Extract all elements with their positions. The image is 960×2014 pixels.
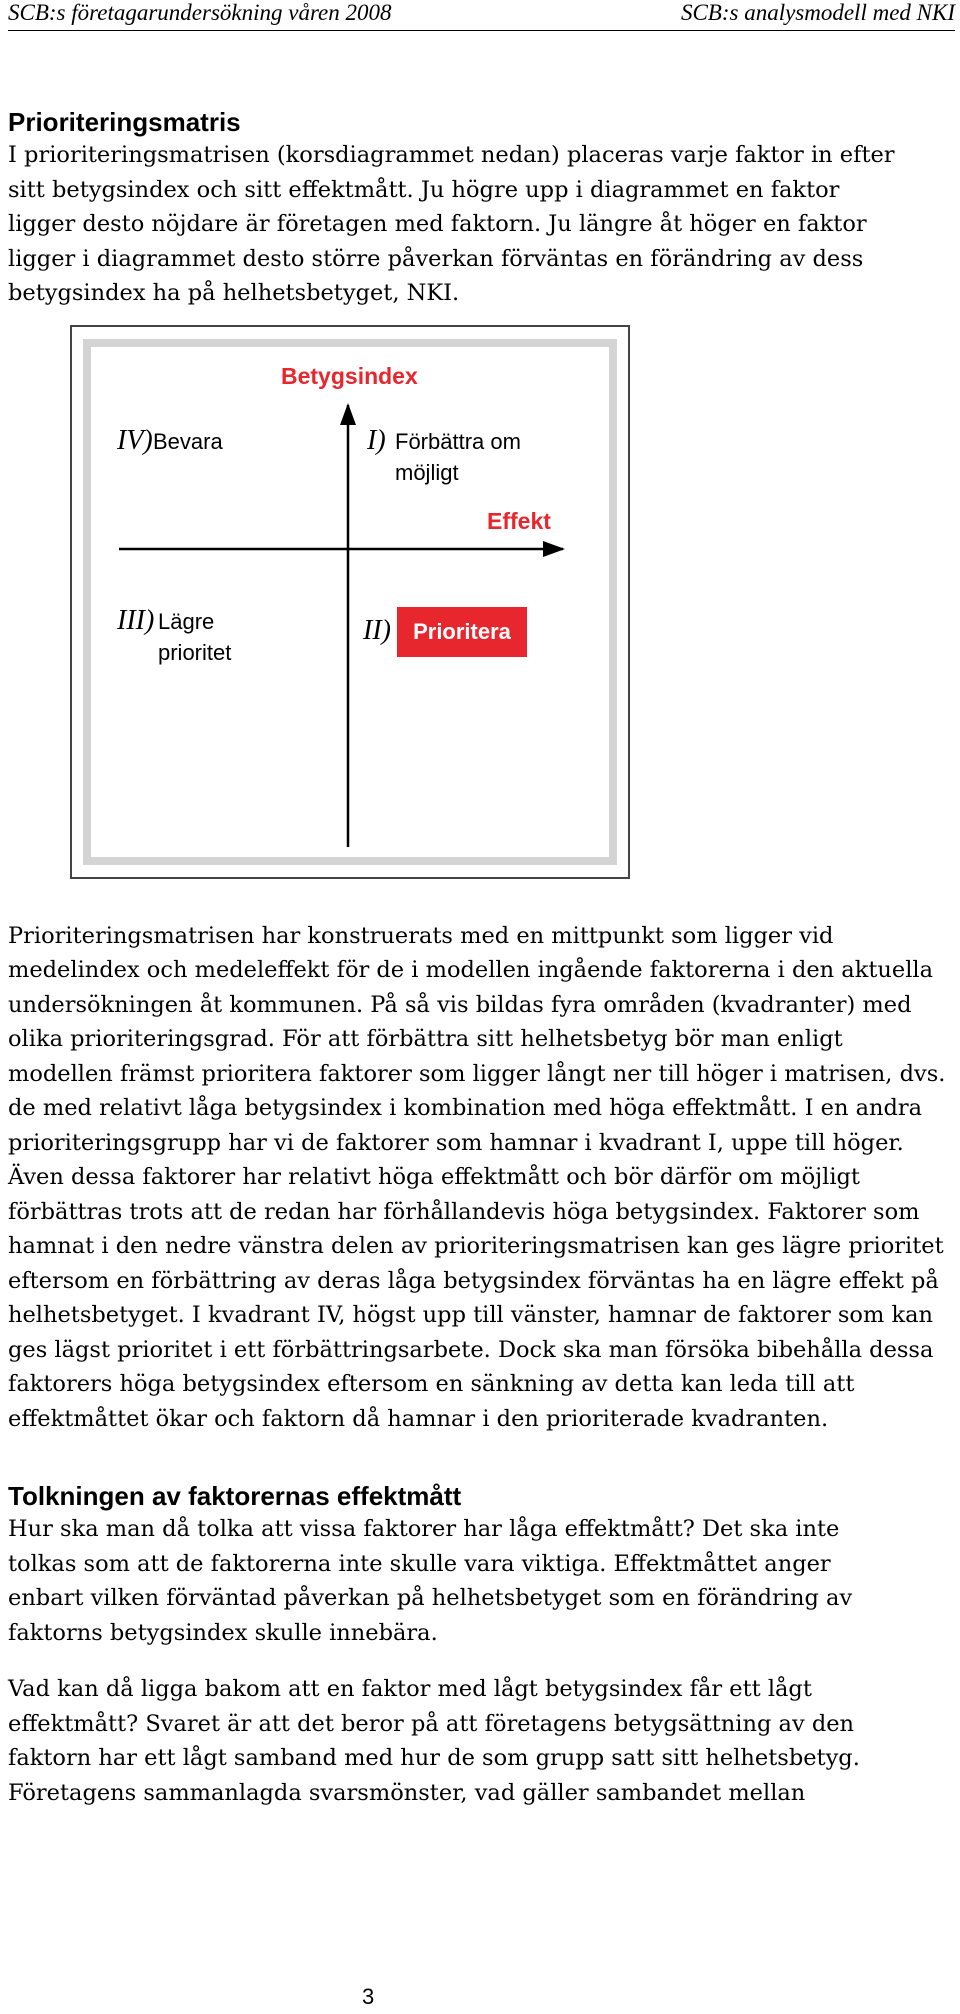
quadrant-2-numeral: II) [363, 614, 391, 646]
effektmatt-paragraph-2: Vad kan då ligga bakom att en faktor med lågt betygsindex får ett lågt effektmått? Svaret är att det beror på att företagens betygsättning av den faktorn har ett lågt samband med hur de som grupp satt sitt helhetsbetyg. Företagens sammanlagda svarsmönster, vad gäller sambandet mellan [8, 1676, 860, 1806]
quadrant-4-numeral: IV) [117, 424, 153, 456]
quadrant-1-label-line1: Förbättra om [395, 428, 521, 454]
y-axis-label: Betygsindex [281, 362, 418, 389]
priority-matrix-figure [70, 325, 630, 879]
x-axis-label: Effekt [487, 507, 551, 534]
quadrant-3-label-line2: prioritet [158, 639, 232, 665]
quadrant-2-label: Prioritera [413, 618, 511, 644]
priority-matrix-frame [83, 339, 617, 865]
header-left-text: SCB:s företagarundersökning våren 2008 [8, 0, 392, 25]
quadrant-1-label-line2: möjligt [395, 459, 459, 485]
x-axis-arrow-icon [543, 541, 565, 557]
page-content [8, 106, 958, 1810]
page-header [8, 0, 955, 31]
quadrant-4-label: Bevara [153, 428, 223, 454]
section-heading-prioriteringsmatris: Prioriteringsmatris [8, 107, 241, 137]
quadrant-1-numeral: I) [367, 424, 386, 456]
quadrant-3-numeral: III) [117, 604, 155, 636]
header-right-text: SCB:s analysmodell med NKI [680, 0, 955, 25]
priority-matrix-diagram [91, 347, 609, 857]
page-number: 3 [362, 1984, 375, 2009]
intro-paragraph: I prioriteringsmatrisen (korsdiagrammet nedan) placeras varje faktor in efter sitt betygsindex och sitt effektmått. Ju högre upp i diagrammet en faktor ligger desto nöjdare är företagen med faktorn. Ju längre åt höger en faktor ligger i diagrammet desto större påverkan förväntas en förändring av dess betygsindex ha på helhetsbetyget, NKI. [8, 142, 895, 306]
effektmatt-paragraph-1: Hur ska man då tolka att vissa faktorer har låga effektmått? Det ska inte tolkas som att de faktorerna inte skulle vara viktiga. Effektmåttet anger enbart vilken förväntad påverkan på helhetsbetyget som en förändring av faktorns betygsindex skulle innebära. [8, 1516, 853, 1646]
section-heading-effektmatt: Tolkningen av faktorernas effektmått [8, 1481, 462, 1511]
y-axis-arrow-icon [340, 403, 356, 425]
quadrant-3-label-line1: Lägre [158, 608, 215, 634]
matrix-explanation-paragraph: Prioriteringsmatrisen har konstruerats med en mittpunkt som ligger vid medelindex och medeleffekt för de i modellen ingående faktorerna i den aktuella undersökningen åt kommunen. På så vis bildas fyra områden (kvadranter) med olika prioriteringsgrad. För att förbättra sitt helhetsbetyg bör man enligt modellen främst prioritera faktorer som ligger långt ner till höger i matrisen, dvs. de med relativt låga betygsindex i kombination med höga effektmått. I en andra prioriteringsgrupp har vi de faktorer som hamnar i kvadrant I, uppe till höger. Även dessa faktorer har relativt höga effektmått och bör därför om möjligt förbättras trots att de redan har förhållandevis höga betygsindex. Faktorer som hamnat i den nedre vänstra delen av prioriteringsmatrisen kan ges lägre prioritet eftersom en förbättring av deras låga betygsindex förväntas ha en lägre effekt på helhetsbetyget. I kvadrant IV, högst upp till vänster, hamnar de faktorer som kan ges lägst prioritet i ett förbättringsarbete. Dock ska man försöka bibehålla dessa faktorers höga betygsindex eftersom en sänkning av detta kan leda till att effektmåttet ökar och faktorn då hamnar i den prioriterade kvadranten. [8, 922, 946, 1432]
